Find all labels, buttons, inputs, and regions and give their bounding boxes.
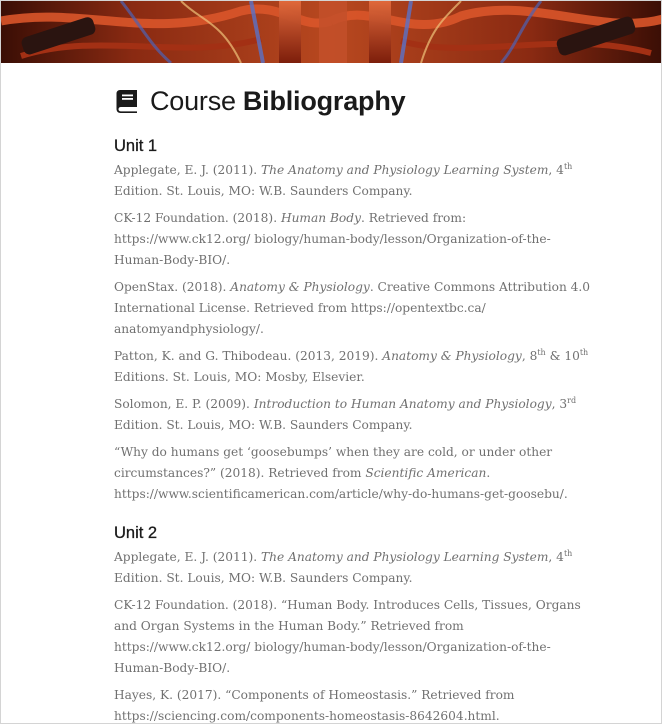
reference-entry: Solomon, E. P. (2009). Introduction to Human Anatomy and Physiology, 3rd Edition. St. Louis, MO: W.B. Saunders Company. [114, 396, 577, 432]
unit-heading: Unit 1 [114, 137, 158, 155]
unit-heading: Unit 2 [114, 524, 158, 542]
page-title [114, 85, 564, 117]
reference-entry: “Why do humans get ‘goosebumps’ when they are cold, or under other circumstances?” (2018). Retrieved from Scientific American. https://www.scientificamerican.com/article/why-do-humans-get-goosebu/. [114, 445, 568, 501]
reference-entry: Patton, K. and G. Thibodeau. (2013, 2019). Anatomy & Physiology, 8th & 10th Editions. St. Louis, MO: Mosby, Elsevier. [114, 348, 589, 384]
book-icon [114, 88, 140, 114]
banner-image [1, 1, 662, 63]
reference-entry: CK-12 Foundation. (2018). Human Body. Retrieved from: https://www.ck12.org/ biology/human-body/lesson/Organization-of-the- Human-Body-BIO/. [114, 211, 551, 267]
bibliography-content [114, 63, 591, 724]
reference-entry: OpenStax. (2018). Anatomy & Physiology. Creative Commons Attribution 4.0 International License. Retrieved from https://opentextbc.ca/ anatomyandphysiology/. [114, 280, 591, 336]
anatomy-banner-art [1, 1, 662, 63]
reference-entry: CK-12 Foundation. (2018). “Human Body. Introduces Cells, Tissues, Organs and Organ Systems in the Human Body.” Retrieved from https://www.ck12.org/ biology/human-body/lesson/Organization-of-the- Human-Body-BIO/. [114, 598, 581, 675]
reference-entry: Hayes, K. (2017). “Components of Homeostasis.” Retrieved from https://sciencing.com/components-homeostasis-8642604.html. [114, 688, 515, 723]
title-course: Course [150, 85, 236, 116]
title-bibliography: Bibliography [242, 85, 406, 116]
reference-entry: Applegate, E. J. (2011). The Anatomy and Physiology Learning System, 4th Edition. St. Louis, MO: W.B. Saunders Company. [114, 549, 573, 585]
reference-entry: Applegate, E. J. (2011). The Anatomy and Physiology Learning System, 4th Edition. St. Louis, MO: W.B. Saunders Company. [114, 162, 573, 198]
